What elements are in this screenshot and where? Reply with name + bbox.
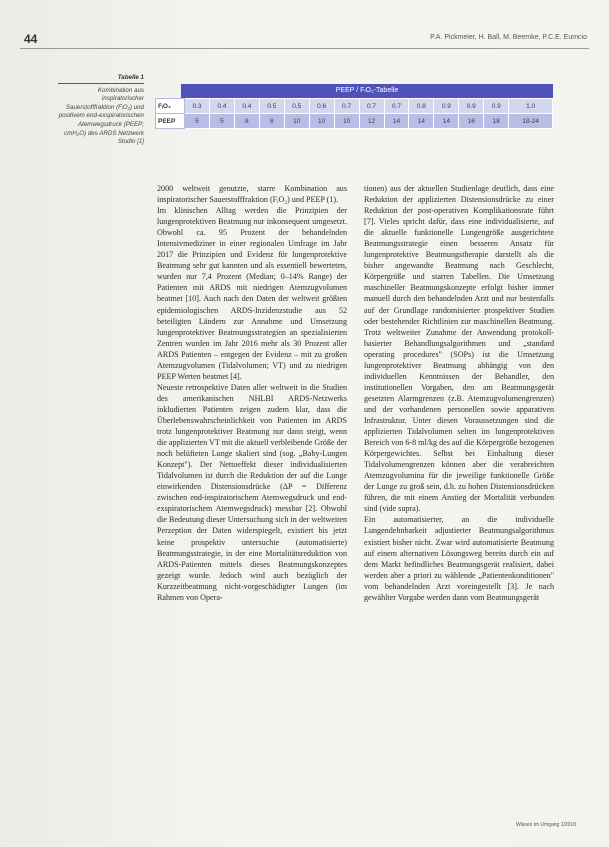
table-cell-peep: 5 [209,114,234,129]
peep-fio2-table [155,84,553,129]
body-paragraph: Neueste retrospektive Daten aller weltweit in die Studien des amerikanischen NHLBI ARDS-Netzwerks inkludierten Patienten zeigen zudem klar, dass die Überlebenswahrscheinlichkeit von Patienten im ARDS trotz lungenprotektiver Beatmung nur dann steigt, wenn die applizierten VT mit die aktuell verbleibende Größe der noch belüfteten Lunge skaliert sind (sog. „Baby-Lungen Konzept"). Der Nettoeffekt dieser individualisierten Tidalvolumen ist durch die Reduktion der auf die Lunge einwirkenden Distensionsdrücke (ΔP = Differenz zwischen end-inspiratorischem Atemwegsdruck und end-exspiratorischem Atemwegsdruck) messbar [2]. Obwohl die Bedeutung dieser Untersuchung sich in der weltweiten Perzeption der Daten widerspiegelt, existiert bis jetzt keine prospektiv untersuchte (automatisierte) Beatmungsstrategie, in der eine Mortalitätsreduktion von ARDS-Patienten mittels dieses Beatmungskonzeptes gezeigt wurde. Jedoch wird auch bezüglich der Kurzzeitbeatmung nicht-vorgeschädigter Lungen (im Rahmen von Opera- [157,382,347,602]
page-number: 44 [24,32,38,46]
table-cell-fio2: 0.6 [309,99,334,114]
body-paragraph: Im klinischen Alltag werden die Prinzipien der lungenprotektiven Beatmung nur inkonsequent umgesetzt. Obwohl ca. 95 Prozent der behandelnden Intensivmediziner in einer regionalen Umfrage im Jahr 2017 die Prinzipien und Evidenz für lungenprotektive Beatmung sehr gut kannten und als essentiell bewerteten, wurden nur 7,4 Prozent (Median; 0–14% Range) der Patienten mit ARDS mit niedrigen Atemzugvolumen beatmet [10]. Auch nach den Daten der weltweit größten epidemiologischen ARDS-Inzidenzstudie aus 52 beteiligten Ländern zur Annahme und Umsetzung lungenprotektiver Beatmungsstrategien an spezialisierten Zentren wurden im Jahr 2016 mehr als 30 Prozent aller ARDS Patienten – entgegen der Evidenz – mit zu großen Atemzugvolumen (Tidalvolumen; VT) und zu niedrigen PEEP Werten beatmet [4]. [157,206,347,381]
table-cell-fio2: 1.0 [509,99,553,114]
page-header [20,30,589,49]
table-cell-fio2: 0.3 [185,99,210,114]
table-caption-label: Tabelle 1 [58,74,144,84]
table-cell-peep: 8 [234,114,259,129]
table-cell-peep: 12 [359,114,384,129]
table-cell-peep: 8 [259,114,284,129]
table-cell-fio2: 0.5 [259,99,284,114]
table-cell-peep: 10 [309,114,334,129]
page-footer: Wissen im Umgang 1/2018 [515,822,576,828]
table-cell-fio2: 0.5 [284,99,309,114]
table-caption-text: Kombination aus inspiratorischer Sauerstofffraktion (FᵢO₂) und positivem end-exspiratorischen Atemwegsdruck (PEEP; cmH₂O) des ARDS Netzwerk Studio [1] [58,86,144,146]
row-header-fio2: FᵢO₂ [156,99,185,114]
table-cell-fio2: 0.9 [459,99,484,114]
table-cell-peep: 10 [284,114,309,129]
table-cell-peep: 18-24 [509,114,553,129]
table-cell-fio2: 0.8 [409,99,434,114]
table-cell-fio2: 0.4 [234,99,259,114]
table-row-peep [156,114,553,129]
table-row-fio2 [156,99,553,114]
table-cell-peep: 14 [409,114,434,129]
table-cell-fio2: 0.9 [484,99,509,114]
table-title: PEEP / FᵢO₂-Tabelle [181,84,553,98]
table-caption [58,74,144,147]
table-cell-peep: 18 [484,114,509,129]
body-paragraph: 2000 weltweit genutzte, starre Kombination aus inspiratorischer Sauerstofffraktion (FᵢO₂) und PEEP (1). [157,184,347,205]
table-cell-fio2: 0.9 [434,99,459,114]
table-cell-fio2: 0.7 [334,99,359,114]
table-cell-peep: 10 [334,114,359,129]
table-cell-peep: 14 [434,114,459,129]
text-column-left [157,183,347,603]
table-cell-peep: 14 [384,114,409,129]
table-grid [155,98,553,129]
running-head: P.A. Pickmeier, H. Ball, M. Beemke, P.C.E. Eumcio [430,34,587,41]
table-cell-fio2: 0.7 [384,99,409,114]
table-cell-fio2: 0.4 [209,99,234,114]
table-cell-peep: 5 [185,114,210,129]
text-column-right [364,183,554,603]
table-cell-peep: 16 [459,114,484,129]
body-paragraph: tionen) aus der aktuellen Studienlage deutlich, dass eine Reduktion der applizierten Distensionsdrücke zu einer Reduktion der post-operativen Komplikationsrate führt [7]. Vieles spricht dafür, dass eine individualisierte, auf die aktuelle funktionelle Lungengröße ausgerichtete Beatmungsstrategie einen besseren Ansatz für lungenprotektive Beatmungstherapie darstellt als die bisher angewandte Beatmung nach Geschlecht, Körpergröße und starren Tabellen. Die Umsetzung maschineller Beatmungskonzepte erfolgt bisher immer manuell durch den behandelnden Arzt und nur bestenfalls auf der Grundlage randomisierter prospektiver Studien oder bestehender Richtlinien zur maschinellen Beatmung. Trotz weltweiter Zunahme der Anwendung protokoll-basierter Behandlungsalgorithmen und „standard operating procedures" (SOPs) ist die Umsetzung lungenprotektiver Beatmung abhängig von den individuellen Kenntnissen der Behandler, den institutionellen Vorgaben, den am Beatmungsgerät gesetzten Alarmgrenzen (z.B. Atemzugvolumengrenzen) und der vorhandenen personellen sowie apparativen Infrastruktur. Unter diesen Voraussetzungen sind die applizierten Tidalvolumen selten im lungenprotektiven Bereich von 6-8 ml/kg des auf die Körpergröße bezogenen Körpergewichtes. Selbst bei Einhaltung dieser Tidalvolumengrenzen können aber die verabreichten Atemzugvolumina für die jeweilige funktionelle Größe der Lunge zu groß sein, d.h. zu hohen Distensionsdrücken führen, die mit einem Anstieg der Mortalität verbunden sind (vide supra). [364,184,554,514]
table-cell-fio2: 0.7 [359,99,384,114]
body-paragraph: Ein automatisierter, an die individuelle Lungendehnbarkeit adjustierter Beatmungsalgorithmus existiert bisher nicht. Zwar wird automatisierte Beatmung auf einem alternativen Lösungsweg bereits durch ein auf dem Markt befindliches Beatmungsgerät realisiert, dabei werden aber a priori zu wählende „Patientenkonditionen" vom behandelnden Arzt voreingestellt [3]. Je nach gewählter Vorgabe werden dann vom Beatmungsgerät [364,515,554,602]
row-header-peep: PEEP [156,114,185,129]
